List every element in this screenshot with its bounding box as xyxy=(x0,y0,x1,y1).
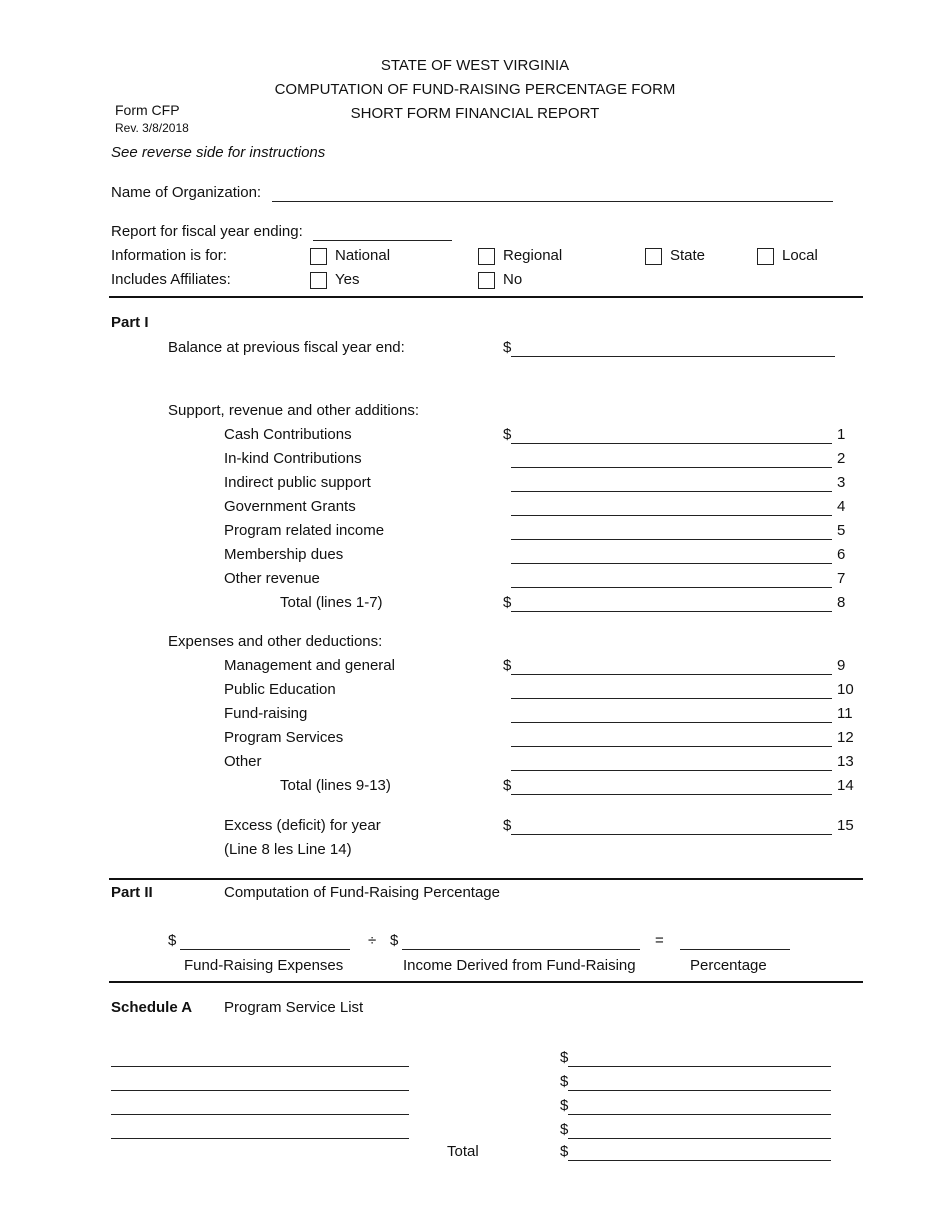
line-item-label: Indirect public support xyxy=(224,474,371,491)
program-service-name-field[interactable] xyxy=(111,1090,409,1091)
line-number: 1 xyxy=(837,426,846,443)
currency-sign: $ xyxy=(168,932,177,949)
fund-raising-expenses-label: Fund-Raising Expenses xyxy=(184,957,344,974)
line-item-label: Excess (deficit) for year xyxy=(224,817,381,834)
program-service-name-field[interactable] xyxy=(111,1114,409,1115)
balance-field[interactable] xyxy=(511,356,835,357)
line-number: 11 xyxy=(837,705,853,722)
line-item-label: In-kind Contributions xyxy=(224,450,362,467)
percentage-field[interactable] xyxy=(680,949,790,950)
support-header: Support, revenue and other additions: xyxy=(168,402,420,419)
amount-field[interactable] xyxy=(511,746,832,747)
amount-field[interactable] xyxy=(511,674,832,675)
national-label: National xyxy=(335,247,391,264)
info-for-label: Information is for: xyxy=(111,247,227,264)
line-item-label: Public Education xyxy=(224,681,336,698)
line-number: 3 xyxy=(837,474,846,491)
amount-field[interactable] xyxy=(511,563,832,564)
line-number: 13 xyxy=(837,753,854,770)
currency-sign: $ xyxy=(503,339,512,356)
amount-field[interactable] xyxy=(511,539,832,540)
amount-field[interactable] xyxy=(511,722,832,723)
line-number: 4 xyxy=(837,498,846,515)
line-item-label: Other xyxy=(224,753,262,770)
line-number: 7 xyxy=(837,570,846,587)
currency-sign: $ xyxy=(503,594,512,611)
regional-label: Regional xyxy=(503,247,563,264)
line-number: 14 xyxy=(837,777,854,794)
line-item-label: Other revenue xyxy=(224,570,320,587)
currency-sign: $ xyxy=(503,777,512,794)
part2-title: Part II xyxy=(111,884,153,901)
currency-sign: $ xyxy=(560,1097,569,1114)
affiliates-no-label: No xyxy=(503,271,523,288)
amount-field[interactable] xyxy=(511,467,832,468)
equals-sign: = xyxy=(655,932,664,949)
instructions-note: See reverse side for instructions xyxy=(111,144,326,161)
org-name-field[interactable] xyxy=(272,201,833,202)
schedule-total-field[interactable] xyxy=(568,1160,831,1161)
program-service-name-field[interactable] xyxy=(111,1138,409,1139)
line-item-label: Cash Contributions xyxy=(224,426,352,443)
local-label: Local xyxy=(782,247,818,264)
fiscal-year-label: Report for fiscal year ending: xyxy=(111,223,303,240)
currency-sign: $ xyxy=(503,657,512,674)
schedule-total-label: Total xyxy=(447,1143,479,1160)
currency-sign: $ xyxy=(503,817,512,834)
state-checkbox[interactable] xyxy=(645,248,662,265)
currency-sign: $ xyxy=(503,426,512,443)
amount-field[interactable] xyxy=(511,611,832,612)
section-divider xyxy=(109,296,863,298)
line-item-label: Total (lines 1-7) xyxy=(280,594,383,611)
program-service-amount-field[interactable] xyxy=(568,1114,831,1115)
schedule-a-heading: Program Service List xyxy=(224,999,364,1016)
part2-heading: Computation of Fund-Raising Percentage xyxy=(224,884,500,901)
line-number: 5 xyxy=(837,522,846,539)
regional-checkbox[interactable] xyxy=(478,248,495,265)
affiliates-yes-checkbox[interactable] xyxy=(310,272,327,289)
form-id: Form CFP xyxy=(115,102,180,118)
line-number: 9 xyxy=(837,657,846,674)
part1-title: Part I xyxy=(111,314,149,331)
amount-field[interactable] xyxy=(511,515,832,516)
program-service-amount-field[interactable] xyxy=(568,1066,831,1067)
amount-field[interactable] xyxy=(511,834,832,835)
header-title: COMPUTATION OF FUND-RAISING PERCENTAGE FORM xyxy=(274,81,676,98)
currency-sign: $ xyxy=(560,1121,569,1138)
section-divider xyxy=(109,878,863,880)
fund-raising-income-label: Income Derived from Fund-Raising xyxy=(403,957,636,974)
program-service-name-field[interactable] xyxy=(111,1066,409,1067)
fund-raising-income-field[interactable] xyxy=(402,949,640,950)
amount-field[interactable] xyxy=(511,491,832,492)
program-service-amount-field[interactable] xyxy=(568,1090,831,1091)
form-revision: Rev. 3/8/2018 xyxy=(115,121,189,135)
line-number: 8 xyxy=(837,594,846,611)
program-service-amount-field[interactable] xyxy=(568,1138,831,1139)
excess-sublabel: (Line 8 les Line 14) xyxy=(224,841,352,858)
currency-sign: $ xyxy=(560,1143,569,1160)
amount-field[interactable] xyxy=(511,587,832,588)
currency-sign: $ xyxy=(390,932,399,949)
line-number: 2 xyxy=(837,450,846,467)
local-checkbox[interactable] xyxy=(757,248,774,265)
amount-field[interactable] xyxy=(511,443,832,444)
org-name-label: Name of Organization: xyxy=(111,184,262,201)
section-divider xyxy=(109,981,863,983)
national-checkbox[interactable] xyxy=(310,248,327,265)
state-label: State xyxy=(670,247,706,264)
line-item-label: Program related income xyxy=(224,522,385,539)
line-item-label: Program Services xyxy=(224,729,344,746)
divide-sign: ÷ xyxy=(368,932,377,949)
amount-field[interactable] xyxy=(511,770,832,771)
header-subtitle: SHORT FORM FINANCIAL REPORT xyxy=(350,105,600,122)
currency-sign: $ xyxy=(560,1049,569,1066)
fund-raising-expenses-field[interactable] xyxy=(180,949,350,950)
line-item-label: Fund-raising xyxy=(224,705,308,722)
expense-header: Expenses and other deductions: xyxy=(168,633,383,650)
amount-field[interactable] xyxy=(511,794,832,795)
line-item-label: Government Grants xyxy=(224,498,356,515)
affiliates-no-checkbox[interactable] xyxy=(478,272,495,289)
schedule-a-title: Schedule A xyxy=(111,999,193,1016)
balance-label: Balance at previous fiscal year end: xyxy=(168,339,405,356)
amount-field[interactable] xyxy=(511,698,832,699)
affiliates-label: Includes Affiliates: xyxy=(111,271,231,288)
line-item-label: Total (lines 9-13) xyxy=(280,777,391,794)
line-item-label: Membership dues xyxy=(224,546,344,563)
line-number: 6 xyxy=(837,546,846,563)
affiliates-yes-label: Yes xyxy=(335,271,360,288)
line-item-label: Management and general xyxy=(224,657,395,674)
fiscal-year-field[interactable] xyxy=(313,240,452,241)
line-number: 15 xyxy=(837,817,854,834)
line-number: 10 xyxy=(837,681,854,698)
currency-sign: $ xyxy=(560,1073,569,1090)
percentage-label: Percentage xyxy=(690,957,767,974)
header-state: STATE OF WEST VIRGINIA xyxy=(380,57,570,74)
line-number: 12 xyxy=(837,729,854,746)
